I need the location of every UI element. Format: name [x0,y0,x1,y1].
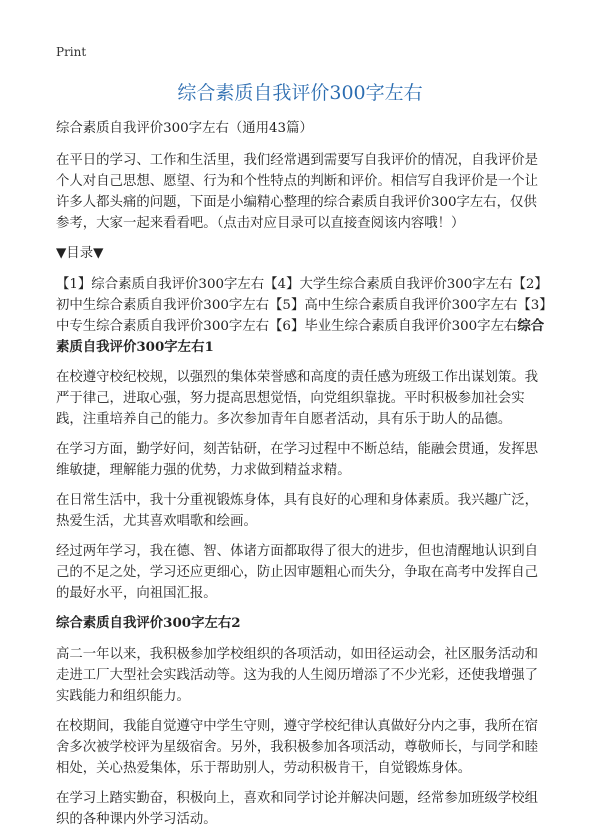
section-heading-2: 综合素质自我评价300字左右2 [56,615,241,631]
toc-item-1[interactable]: 【1】综合素质自我评价300字左右 [56,277,265,292]
section-2-paragraph: 高二一年以来，我积极参加学校组织的各项活动，如田径运动会，社区服务活动和走进工厂大型社会实践活动等。这为我的人生阅历增添了不少光彩，还使我增强了实践能力和组织能力。 [56,647,539,704]
section-heading-1: 综合素质自我评价300字左右1 [56,318,545,355]
toc-item-4[interactable]: 【4】大学生综合素质自我评价300字左右 [264,277,513,292]
table-of-contents [56,274,548,358]
print-link[interactable]: Print [56,45,87,59]
article-body [56,118,548,839]
intro-paragraph: 在平日的学习、工作和生活里，我们经常遇到需要写自我评价的情况，自我评价是个人对自己思想、愿望、行为和个性特点的判断和评价。相信写自我评价是一个让许多人都头痛的问题，下面是小编精心整理的综合素质自我评价300字左右，仅供参考，大家一起来看看吧。（点击对应目录可以直接查阅该内容哦！） [56,153,539,231]
page-title: 综合素质自我评价300字左右 [177,82,423,104]
toc-item-2[interactable]: 【2】初中生综合素质自我评价300字左右 [56,277,548,313]
section-1-paragraph: 在学习方面，勤学好问，刻苦钻研，在学习过程中不断总结，能融会贯通，发挥思维敏捷，理解能力强的优势，力求做到精益求精。 [56,442,539,478]
section-1-paragraph: 在日常生活中，我十分重视锻炼身体，具有良好的心理和身体素质。我兴趣广泛，热爱生活，尤其喜欢唱歌和绘画。 [56,493,539,529]
section-2-paragraph: 在学习上踏实勤奋，积极向上，喜欢和同学讨论并解决问题，经常参加班级学校组织的各种课内外学习活动。 [56,791,539,827]
section-1-paragraph: 在校遵守校纪校规，以强烈的集体荣誉感和高度的责任感为班级工作出谋划策。我严于律己，进取心强，努力提高思想觉悟，向党组织靠拢。平时积极参加社会实践，注重培养自己的能力。多次参加青年自愿者活动，具有乐于助人的品德。 [56,370,539,427]
section-1-paragraph: 经过两年学习，我在德、智、体诸方面都取得了很大的进步，但也清醒地认识到自己的不足之处，学习还应更细心，防止因审题粗心而失分，争取在高考中发挥自己的最好水平，向祖国汇报。 [56,544,539,601]
toc-label: ▼目录▼ [56,246,104,261]
toc-item-5[interactable]: 【5】高中生综合素质自我评价300字左右 [269,298,518,313]
article-subtitle: 综合素质自我评价300字左右（通用43篇） [56,121,313,136]
toc-item-3[interactable]: 【3】中专生综合素质自我评价300字左右 [56,298,546,334]
section-2-paragraph: 在校期间，我能自觉遵守中学生守则，遵守学校纪律认真做好分内之事，我所在宿舍多次被学校评为星级宿舍。另外，我积极参加各项活动，尊敬师长，与同学和睦相处，关心热爱集体，乐于帮助别人，劳动积极肯干，自觉锻炼身体。 [56,719,539,776]
toc-item-6[interactable]: 【6】毕业生综合素质自我评价300字左右 [269,319,518,334]
